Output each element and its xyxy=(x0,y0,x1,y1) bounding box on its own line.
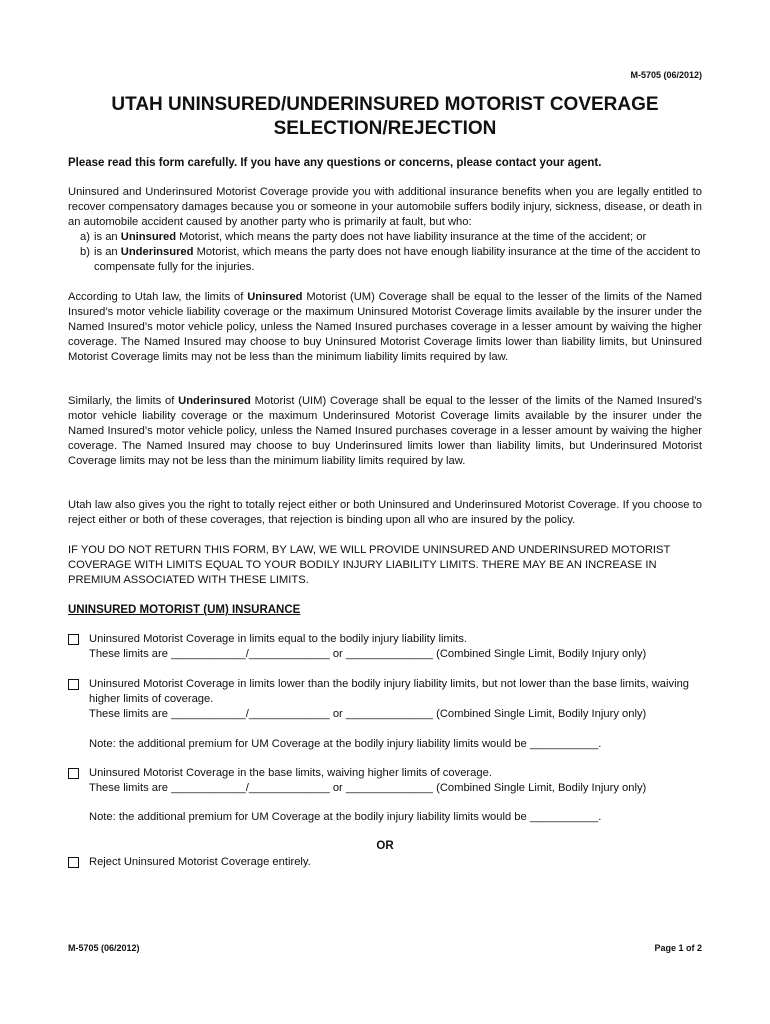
form-number-header: M-5705 (06/2012) xyxy=(630,70,702,80)
default-coverage-notice: IF YOU DO NOT RETURN THIS FORM, BY LAW, WE WILL PROVIDE UNINSURED AND UNDERINSURED MOTORIST COVERAGE WITH LIMITS EQUAL TO YOUR BODILY INJURY LIABILITY LIMITS. THERE MAY BE AN INCREASE IN PREMIUM ASSOCIATED WITH THESE LIMITS. xyxy=(68,544,671,586)
um-limits-paragraph: According to Utah law, the limits of Uninsured Motorist (UM) Coverage shall be equal to the lesser of the limits of the Named Insured’s motor vehicle liability coverage or the maximum Uninsured Motorist Coverage limits available by the insurer under the Named Insured’s motor vehicle policy, unless the Named Insured purchases coverage in a lesser amount by waiving the higher coverage. The Named Insured may choose to buy Uninsured Motorist Coverage limits lower than liability limits, but Uninsured Motorist Coverage limits may not be less than the minimum liability limits required by law. xyxy=(68,291,703,363)
motorist-definitions xyxy=(80,230,702,275)
definition-uninsured: a) is an Uninsured Motorist, which means the party does not have liability insurance at the time of the accident; or xyxy=(80,231,647,243)
rejection-rights-paragraph: Utah law also gives you the right to totally reject either or both Uninsured and Underinsured Motorist Coverage. If you choose to reject either or both of these coverages, that rejection is binding upon all who are insured by the policy. xyxy=(68,499,702,526)
um-reject-checkbox[interactable] xyxy=(68,857,79,868)
limits-blank-line[interactable]: These limits are ____________/_____________ or ______________ (Combined Single Limit, Bodily Injury only) xyxy=(89,708,647,720)
um-lower-limits-checkbox[interactable] xyxy=(68,679,79,690)
um-option-lower-limits xyxy=(68,677,702,722)
um-option-reject xyxy=(68,855,702,870)
limits-blank-line[interactable]: These limits are ____________/_____________ or ______________ (Combined Single Limit, Bodily Injury only) xyxy=(89,648,647,660)
title-line-1: UTAH UNINSURED/UNDERINSURED MOTORIST COVERAGE xyxy=(111,94,659,115)
um-equal-limits-checkbox[interactable] xyxy=(68,634,79,645)
option-text: Reject Uninsured Motorist Coverage entirely. xyxy=(89,856,311,868)
limits-blank-line[interactable]: These limits are ____________/_____________ or ______________ (Combined Single Limit, Bodily Injury only) xyxy=(89,782,647,794)
um-option-base-limits xyxy=(68,766,702,796)
intro-instruction: Please read this form carefully. If you have any questions or concerns, please contact your agent. xyxy=(68,157,602,169)
uim-limits-paragraph: Similarly, the limits of Underinsured Motorist (UIM) Coverage shall be equal to the lesser of the limits of the Named Insured’s motor vehicle liability coverage or the maximum Underinsured Motorist Coverage limits available by the insurer under the Named Insured’s motor vehicle policy, unless the Named Insured purchases coverage in a lesser amount by waiving the higher coverage. The Named Insured may choose to buy Underinsured limits lower than liability limits, but Underinsured Motorist Coverage limits may not be less than the minimum liability limits required by law. xyxy=(68,395,702,467)
um-section-heading: UNINSURED MOTORIST (UM) INSURANCE xyxy=(68,604,301,616)
form-number-footer: M-5705 (06/2012) xyxy=(68,943,140,953)
title-line-2: SELECTION/REJECTION xyxy=(273,118,497,139)
page-number: Page 1 of 2 xyxy=(654,943,702,953)
or-separator: OR xyxy=(376,840,394,852)
premium-note-base-limits: Note: the additional premium for UM Coverage at the bodily injury liability limits would be ___________. xyxy=(89,811,602,823)
definition-underinsured: b) is an Underinsured Motorist, which means the party does not have enough liability insurance at the time of the accident to compensate fully for the injuries. xyxy=(80,246,701,273)
option-text: Uninsured Motorist Coverage in limits lower than the bodily injury liability limits, but not lower than the base limits, waiving higher limits of coverage. xyxy=(89,678,690,705)
option-text: Uninsured Motorist Coverage in the base limits, waiving higher limits of coverage. xyxy=(89,767,492,779)
option-text: Uninsured Motorist Coverage in limits equal to the bodily injury liability limits. xyxy=(89,633,468,645)
coverage-description: Uninsured and Underinsured Motorist Coverage provide you with additional insurance benefits when you are legally entitled to recover compensatory damages because you or someone in your automobile suffers bodily injury, sickness, disease, or death in an automobile accident caused by another party who is primarily at fault, but who: xyxy=(68,186,702,228)
um-option-equal-limits xyxy=(68,632,702,662)
um-base-limits-checkbox[interactable] xyxy=(68,768,79,779)
premium-note-lower-limits: Note: the additional premium for UM Coverage at the bodily injury liability limits would be ___________. xyxy=(89,738,602,750)
form-title xyxy=(0,93,770,141)
